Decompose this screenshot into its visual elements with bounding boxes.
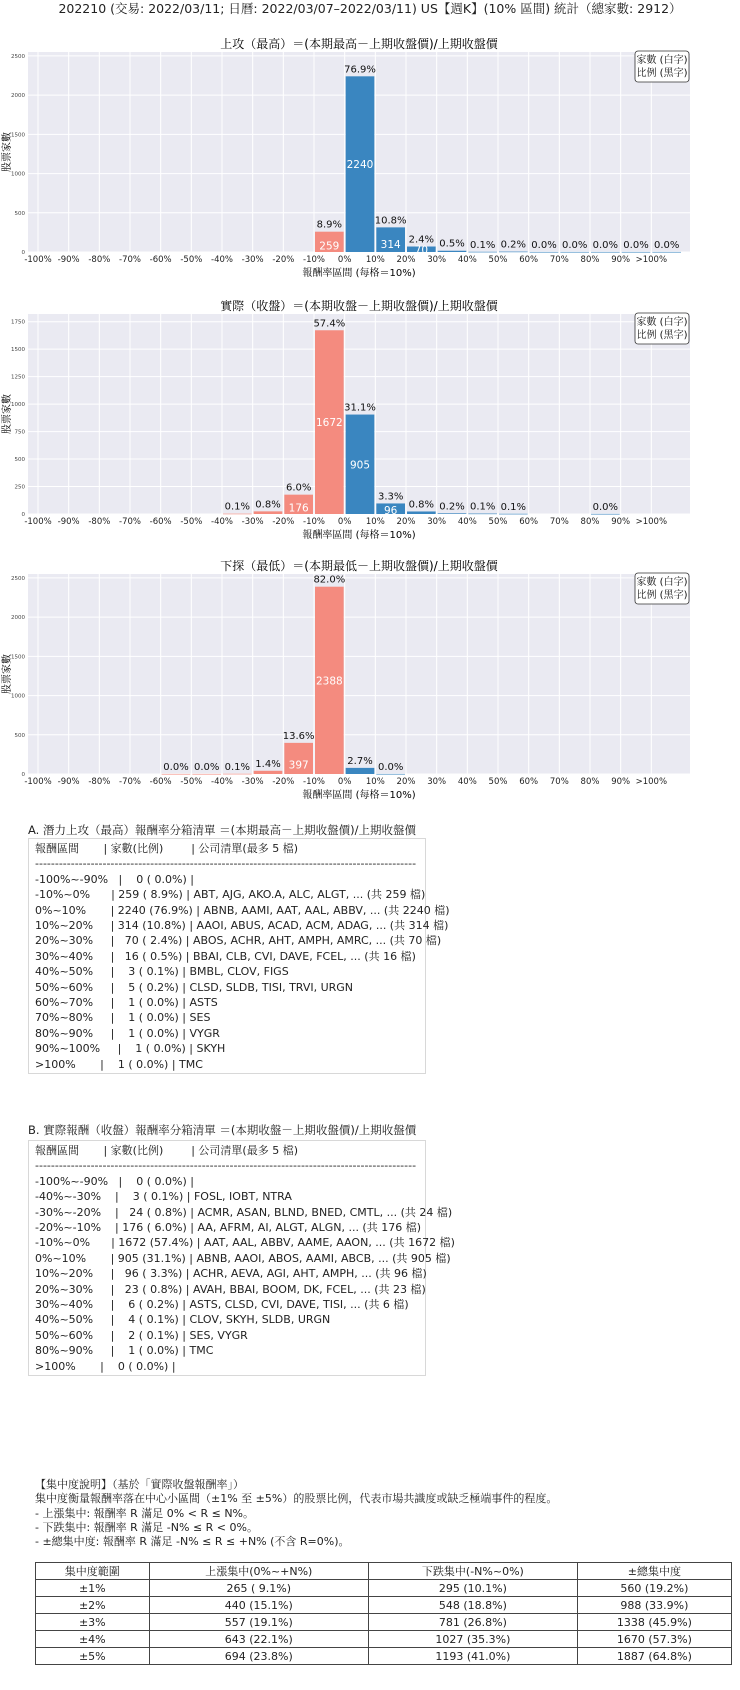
x-tick-label: 80% bbox=[580, 255, 600, 265]
x-tick-label: -50% bbox=[180, 517, 203, 527]
bar bbox=[254, 771, 283, 774]
bar bbox=[499, 514, 528, 515]
bar bbox=[376, 774, 405, 775]
table-cell: ±4% bbox=[36, 1631, 150, 1648]
bar-pct-label: 0.1% bbox=[500, 501, 527, 513]
bar-pct-label: 0.1% bbox=[469, 239, 496, 251]
x-tick-label: -100% bbox=[24, 517, 52, 527]
bar-count-label: 2388 bbox=[315, 675, 343, 688]
list-line: 20%~30% | 23 ( 0.8%) | AVAH, BBAI, BOOM, DK, FCEL, ... (共 23 檔) bbox=[35, 1282, 426, 1296]
list-line: 70%~80% | 1 ( 0.0%) | SES bbox=[35, 1011, 211, 1025]
legend-entry: 家數 (白字) bbox=[636, 577, 688, 588]
list-a-box bbox=[28, 838, 450, 1074]
x-tick-label: 40% bbox=[457, 517, 477, 527]
x-tick-label: -70% bbox=[119, 517, 141, 527]
bar-pct-label: 0.0% bbox=[561, 239, 588, 251]
list-line: 50%~60% | 2 ( 0.1%) | SES, VYGR bbox=[35, 1328, 248, 1342]
legend-entry: 比例 (黑字) bbox=[636, 68, 688, 79]
bar-pct-label: 10.8% bbox=[374, 215, 407, 227]
x-tick-label: 40% bbox=[457, 255, 477, 265]
table-cell: 694 (23.8%) bbox=[149, 1648, 368, 1665]
list-line: 40%~50% | 3 ( 0.1%) | BMBL, CLOV, FIGS bbox=[35, 965, 289, 979]
y-tick-label: 500 bbox=[14, 732, 25, 739]
x-tick-label: -40% bbox=[211, 777, 233, 787]
list-line: 報酬區間 | 家數(比例) | 公司清單(最多 5 檔) bbox=[35, 842, 299, 855]
plot-area bbox=[28, 574, 690, 774]
table-cell: ±1% bbox=[36, 1580, 150, 1597]
table-row bbox=[36, 1631, 732, 1648]
x-tick-label: 50% bbox=[488, 777, 508, 787]
x-tick-label: >100% bbox=[635, 255, 668, 265]
bar bbox=[622, 252, 651, 253]
y-tick-label: 250 bbox=[14, 484, 25, 491]
note-line: - 上漲集中: 報酬率 R 滿足 0% < R ≤ N%。 bbox=[35, 1506, 254, 1520]
x-tick-label: 30% bbox=[427, 517, 447, 527]
table-cell: 1027 (35.3%) bbox=[368, 1631, 577, 1648]
x-tick-label: 60% bbox=[519, 777, 539, 787]
x-tick-label: 10% bbox=[365, 255, 385, 265]
y-tick-label: 2500 bbox=[11, 53, 25, 60]
bar-count-label: 259 bbox=[319, 240, 340, 253]
table-cell: 643 (22.1%) bbox=[149, 1631, 368, 1648]
x-tick-label: >100% bbox=[635, 777, 668, 787]
bar-pct-label: 0.0% bbox=[592, 501, 619, 513]
x-tick-label: -10% bbox=[303, 777, 325, 787]
list-line: 0%~10% | 905 (31.1%) | ABNB, AAOI, ABOS, AAMI, ABCB, ... (共 905 檔) bbox=[35, 1251, 451, 1265]
x-tick-label: -50% bbox=[180, 255, 203, 265]
y-tick-label: 1000 bbox=[11, 402, 25, 409]
table-cell: 295 (10.1%) bbox=[368, 1580, 577, 1597]
list-line: >100% | 0 ( 0.0%) | bbox=[35, 1359, 176, 1373]
bar-count-label: 70 bbox=[414, 244, 429, 257]
table-row bbox=[36, 1597, 732, 1614]
table-header-cell: ±總集中度 bbox=[577, 1563, 731, 1580]
x-tick-label: >100% bbox=[635, 517, 668, 527]
table-header-cell: 下跌集中(-N%~0%) bbox=[368, 1563, 577, 1580]
x-tick-label: 90% bbox=[611, 255, 631, 265]
bar-pct-label: 0.0% bbox=[193, 761, 220, 773]
bar-pct-label: 0.2% bbox=[439, 501, 465, 513]
bar-pct-label: 1.4% bbox=[255, 758, 281, 770]
table-cell: 560 (19.2%) bbox=[577, 1580, 731, 1597]
x-tick-label: 90% bbox=[611, 777, 631, 787]
x-tick-label: 10% bbox=[365, 777, 385, 787]
chart-low bbox=[0, 560, 740, 825]
y-tick-label: 1500 bbox=[11, 132, 25, 139]
y-tick-label: 1000 bbox=[11, 693, 25, 700]
x-tick-label: -20% bbox=[272, 517, 295, 527]
x-tick-label: 60% bbox=[519, 517, 539, 527]
x-tick-label: -60% bbox=[149, 517, 172, 527]
legend-entry: 家數 (白字) bbox=[636, 55, 688, 66]
x-tick-label: -20% bbox=[272, 255, 295, 265]
legend-entry: 比例 (黑字) bbox=[636, 330, 688, 341]
list-line: 30%~40% | 16 ( 0.5%) | BBAI, CLB, CVI, DAVE, FCEL, ... (共 16 檔) bbox=[35, 949, 416, 963]
bar-pct-label: 82.0% bbox=[313, 574, 346, 586]
bar-pct-label: 13.6% bbox=[282, 730, 315, 742]
chart-title: 下探（最低）＝(本期最低－上期收盤價)/上期收盤價 bbox=[220, 560, 498, 573]
bar-pct-label: 2.7% bbox=[347, 755, 373, 767]
list-line: -100%~-90% | 0 ( 0.0%) | bbox=[35, 1174, 194, 1188]
x-tick-label: -10% bbox=[303, 255, 325, 265]
x-tick-label: -60% bbox=[149, 255, 172, 265]
bar-pct-label: 76.9% bbox=[344, 64, 376, 76]
bar-count-label: 905 bbox=[349, 459, 371, 472]
x-tick-label: 0% bbox=[337, 255, 352, 265]
list-line: ------------------------------------------------------------------------------------------------ bbox=[35, 1159, 417, 1173]
list-line: -10%~0% | 259 ( 8.9%) | ABT, AJG, AKO.A, ALC, ALGT, ... (共 259 檔) bbox=[35, 888, 426, 902]
list-line: 90%~100% | 1 ( 0.0%) | SKYH bbox=[35, 1042, 226, 1056]
bar bbox=[499, 252, 528, 253]
bar-pct-label: 2.4% bbox=[408, 234, 435, 246]
x-tick-label: 80% bbox=[580, 517, 600, 527]
note-line: - 下跌集中: 報酬率 R 滿足 -N% ≤ R < 0%。 bbox=[35, 1520, 258, 1534]
list-line: 40%~50% | 4 ( 0.1%) | CLOV, SKYH, SLDB, URGN bbox=[35, 1313, 331, 1327]
list-b-box bbox=[28, 1140, 455, 1376]
concentration-notes bbox=[35, 1478, 557, 1549]
x-axis-label: 報酬率區間 (每格＝10%) bbox=[302, 268, 416, 279]
chart-close bbox=[0, 300, 740, 565]
bar-count-label: 2240 bbox=[346, 159, 374, 172]
x-tick-label: -30% bbox=[241, 777, 264, 787]
y-axis-label: 股票家數 bbox=[2, 132, 13, 172]
bar-pct-label: 0.0% bbox=[377, 761, 404, 773]
bar bbox=[254, 511, 283, 514]
bar bbox=[192, 774, 221, 775]
bar-pct-label: 0.1% bbox=[469, 501, 496, 513]
x-tick-label: 0% bbox=[337, 517, 352, 527]
y-tick-label: 2000 bbox=[11, 615, 25, 622]
bar-pct-label: 0.0% bbox=[531, 239, 557, 251]
table-cell: 1670 (57.3%) bbox=[577, 1631, 731, 1648]
list-b-title: B. 實際報酬（收盤）報酬率分箱清單 ＝(本期收盤－上期收盤價)/上期收盤價 bbox=[28, 1123, 417, 1137]
bar bbox=[591, 514, 620, 515]
bar-pct-label: 31.1% bbox=[344, 402, 376, 414]
bar bbox=[223, 774, 252, 775]
bar bbox=[162, 774, 191, 775]
bar bbox=[346, 768, 375, 774]
list-line: -100%~-90% | 0 ( 0.0%) | bbox=[35, 872, 194, 886]
y-tick-label: 1500 bbox=[11, 654, 25, 661]
y-tick-label: 500 bbox=[14, 457, 25, 464]
y-tick-label: 1500 bbox=[11, 347, 25, 354]
x-tick-label: -30% bbox=[241, 517, 264, 527]
table-cell: ±2% bbox=[36, 1597, 150, 1614]
legend-entry: 家數 (白字) bbox=[636, 317, 688, 328]
x-tick-label: -100% bbox=[24, 777, 52, 787]
bar bbox=[438, 251, 467, 252]
table-cell: 1193 (41.0%) bbox=[368, 1648, 577, 1665]
bar bbox=[591, 252, 620, 253]
bar bbox=[468, 514, 497, 515]
concentration-table bbox=[35, 1562, 732, 1665]
y-tick-label: 1750 bbox=[11, 319, 25, 326]
list-line: 報酬區間 | 家數(比例) | 公司清單(最多 5 檔) bbox=[35, 1144, 299, 1157]
x-tick-label: 50% bbox=[488, 517, 508, 527]
bar-pct-label: 0.8% bbox=[255, 499, 281, 511]
bar-count-label: 96 bbox=[383, 505, 398, 518]
x-tick-label: -60% bbox=[149, 777, 172, 787]
bar-pct-label: 0.0% bbox=[653, 239, 680, 251]
note-line: 【集中度說明】（基於「實際收盤報酬率」） bbox=[35, 1478, 244, 1491]
bar-pct-label: 0.5% bbox=[439, 238, 465, 250]
chart-title: 實際（收盤）＝(本期收盤－上期收盤價)/上期收盤價 bbox=[220, 300, 498, 313]
table-cell: ±5% bbox=[36, 1648, 150, 1665]
table-cell: 265 ( 9.1%) bbox=[149, 1580, 368, 1597]
table-header-cell: 上漲集中(0%~+N%) bbox=[149, 1563, 368, 1580]
bar-pct-label: 0.0% bbox=[623, 239, 649, 251]
list-line: 10%~20% | 96 ( 3.3%) | ACHR, AEVA, AGI, AHT, AMPH, ... (共 96 檔) bbox=[35, 1267, 427, 1281]
x-tick-label: -70% bbox=[119, 777, 141, 787]
table-row bbox=[36, 1614, 732, 1631]
x-axis-label: 報酬率區間 (每格＝10%) bbox=[302, 790, 416, 801]
bar-pct-label: 8.9% bbox=[316, 219, 343, 231]
x-tick-label: 20% bbox=[396, 517, 416, 527]
table-cell: 988 (33.9%) bbox=[577, 1597, 731, 1614]
x-tick-label: 60% bbox=[519, 255, 539, 265]
bar-pct-label: 57.4% bbox=[313, 318, 346, 330]
y-tick-label: 0 bbox=[21, 772, 25, 778]
x-tick-label: 50% bbox=[488, 255, 508, 265]
y-tick-label: 0 bbox=[21, 250, 25, 256]
x-tick-label: -70% bbox=[119, 255, 141, 265]
x-tick-label: 40% bbox=[457, 777, 477, 787]
table-header-row bbox=[36, 1563, 732, 1580]
table-cell: ±3% bbox=[36, 1614, 150, 1631]
bar-count-label: 314 bbox=[380, 239, 401, 252]
bar-pct-label: 3.3% bbox=[377, 491, 404, 503]
y-tick-label: 500 bbox=[14, 210, 25, 217]
x-tick-label: -10% bbox=[303, 517, 325, 527]
y-tick-label: 2500 bbox=[11, 575, 25, 582]
x-tick-label: -90% bbox=[57, 517, 80, 527]
x-tick-label: -90% bbox=[57, 777, 80, 787]
y-axis-label: 股票家數 bbox=[2, 394, 13, 434]
table-cell: 1887 (64.8%) bbox=[577, 1648, 731, 1665]
list-line: -20%~-10% | 176 ( 6.0%) | AA, AFRM, AI, ALGT, ALGN, ... (共 176 檔) bbox=[35, 1221, 422, 1235]
table-row bbox=[36, 1580, 732, 1597]
x-tick-label: -30% bbox=[241, 255, 264, 265]
list-line: 10%~20% | 314 (10.8%) | AAOI, ABUS, ACAD, ACM, ADAG, ... (共 314 檔) bbox=[35, 919, 449, 933]
table-cell: 1338 (45.9%) bbox=[577, 1614, 731, 1631]
y-tick-label: 1250 bbox=[11, 374, 25, 381]
table-cell: 548 (18.8%) bbox=[368, 1597, 577, 1614]
bar-pct-label: 0.8% bbox=[408, 499, 435, 511]
y-tick-label: 1000 bbox=[11, 171, 25, 178]
note-line: 集中度衡量報酬率落在中心小區間（±1% 至 ±5%）的股票比例，代表市場共識度或缺乏極端事件的程度。 bbox=[35, 1492, 558, 1506]
x-tick-label: -40% bbox=[211, 517, 233, 527]
y-tick-label: 2000 bbox=[11, 93, 25, 100]
bar bbox=[468, 252, 497, 253]
x-tick-label: 80% bbox=[580, 777, 600, 787]
bar bbox=[560, 252, 589, 253]
list-line: 20%~30% | 70 ( 2.4%) | ABOS, ACHR, AHT, AMPH, AMRC, ... (共 70 檔) bbox=[35, 934, 442, 948]
table-header-cell: 集中度範圍 bbox=[36, 1563, 150, 1580]
y-tick-label: 750 bbox=[14, 429, 25, 436]
main-title: 202210 (交易: 2022/03/11; 日曆: 2022/03/07–2022/03/11) US【週K】(10% 區間) 統計（總家數: 2912） bbox=[58, 1, 682, 16]
x-tick-label: -50% bbox=[180, 777, 203, 787]
x-tick-label: -40% bbox=[211, 255, 233, 265]
bar bbox=[407, 511, 436, 514]
list-line: -30%~-20% | 24 ( 0.8%) | ACMR, ASAN, BLND, BNED, CMTL, ... (共 24 檔) bbox=[35, 1205, 453, 1219]
list-line: >100% | 1 ( 0.0%) | TMC bbox=[35, 1057, 203, 1071]
list-a-title: A. 潛力上攻（最高）報酬率分箱清單 ＝(本期最高－上期收盤價)/上期收盤價 bbox=[28, 823, 416, 837]
list-line: -10%~0% | 1672 (57.4%) | AAT, AAL, ABBV, AAME, AAON, ... (共 1672 檔) bbox=[35, 1236, 455, 1250]
bar bbox=[652, 252, 681, 253]
note-line: - ±總集中度: 報酬率 R 滿足 -N% ≤ R ≤ +N% (不含 R=0%)。 bbox=[35, 1535, 350, 1549]
x-tick-label: -80% bbox=[88, 255, 111, 265]
bar-count-label: 1672 bbox=[315, 417, 343, 430]
x-tick-label: -20% bbox=[272, 777, 295, 787]
bar-pct-label: 6.0% bbox=[285, 482, 312, 494]
x-tick-label: 30% bbox=[427, 777, 447, 787]
x-tick-label: 0% bbox=[337, 777, 352, 787]
x-tick-label: 30% bbox=[427, 255, 447, 265]
list-line: ------------------------------------------------------------------------------------------------ bbox=[35, 857, 417, 871]
table-row bbox=[36, 1648, 732, 1665]
list-line: 0%~10% | 2240 (76.9%) | ABNB, AAMI, AAT, AAL, ABBV, ... (共 2240 檔) bbox=[35, 903, 450, 917]
x-tick-label: -80% bbox=[88, 777, 111, 787]
y-tick-label: 0 bbox=[21, 512, 25, 518]
list-line: 60%~70% | 1 ( 0.0%) | ASTS bbox=[35, 996, 218, 1010]
bar-pct-label: 0.2% bbox=[500, 239, 527, 251]
x-tick-label: 70% bbox=[549, 777, 569, 787]
x-axis-label: 報酬率區間 (每格＝10%) bbox=[302, 530, 416, 541]
bar-count-label: 176 bbox=[288, 502, 309, 515]
list-line: 50%~60% | 5 ( 0.2%) | CLSD, SLDB, TISI, TRVI, URGN bbox=[35, 980, 354, 994]
x-tick-label: 90% bbox=[611, 517, 631, 527]
bar-pct-label: 0.0% bbox=[163, 761, 189, 773]
x-tick-label: -80% bbox=[88, 517, 111, 527]
bar-count-label: 397 bbox=[288, 759, 309, 772]
x-tick-label: 70% bbox=[549, 517, 569, 527]
bar bbox=[530, 252, 559, 253]
list-line: -40%~-30% | 3 ( 0.1%) | FOSL, IOBT, NTRA bbox=[35, 1190, 292, 1204]
x-tick-label: 70% bbox=[549, 255, 569, 265]
bar-pct-label: 0.1% bbox=[224, 761, 251, 773]
chart-title: 上攻（最高）＝(本期最高－上期收盤價)/上期收盤價 bbox=[220, 38, 498, 51]
x-tick-label: 20% bbox=[396, 777, 416, 787]
table-cell: 781 (26.8%) bbox=[368, 1614, 577, 1631]
table-cell: 557 (19.1%) bbox=[149, 1614, 368, 1631]
list-line: 30%~40% | 6 ( 0.2%) | ASTS, CLSD, CVI, DAVE, TISI, ... (共 6 檔) bbox=[35, 1298, 409, 1312]
bar-pct-label: 0.1% bbox=[224, 501, 251, 513]
y-axis-label: 股票家數 bbox=[2, 654, 13, 694]
x-tick-label: 20% bbox=[396, 255, 416, 265]
bar bbox=[438, 513, 467, 514]
x-tick-label: -100% bbox=[24, 255, 52, 265]
list-line: 80%~90% | 1 ( 0.0%) | VYGR bbox=[35, 1026, 220, 1040]
legend-entry: 比例 (黑字) bbox=[636, 590, 688, 601]
bar-pct-label: 0.0% bbox=[592, 239, 619, 251]
table-cell: 440 (15.1%) bbox=[149, 1597, 368, 1614]
x-tick-label: -90% bbox=[57, 255, 80, 265]
chart-high bbox=[0, 38, 740, 303]
list-line: 80%~90% | 1 ( 0.0%) | TMC bbox=[35, 1344, 214, 1358]
bar bbox=[223, 514, 252, 515]
x-tick-label: 10% bbox=[365, 517, 385, 527]
